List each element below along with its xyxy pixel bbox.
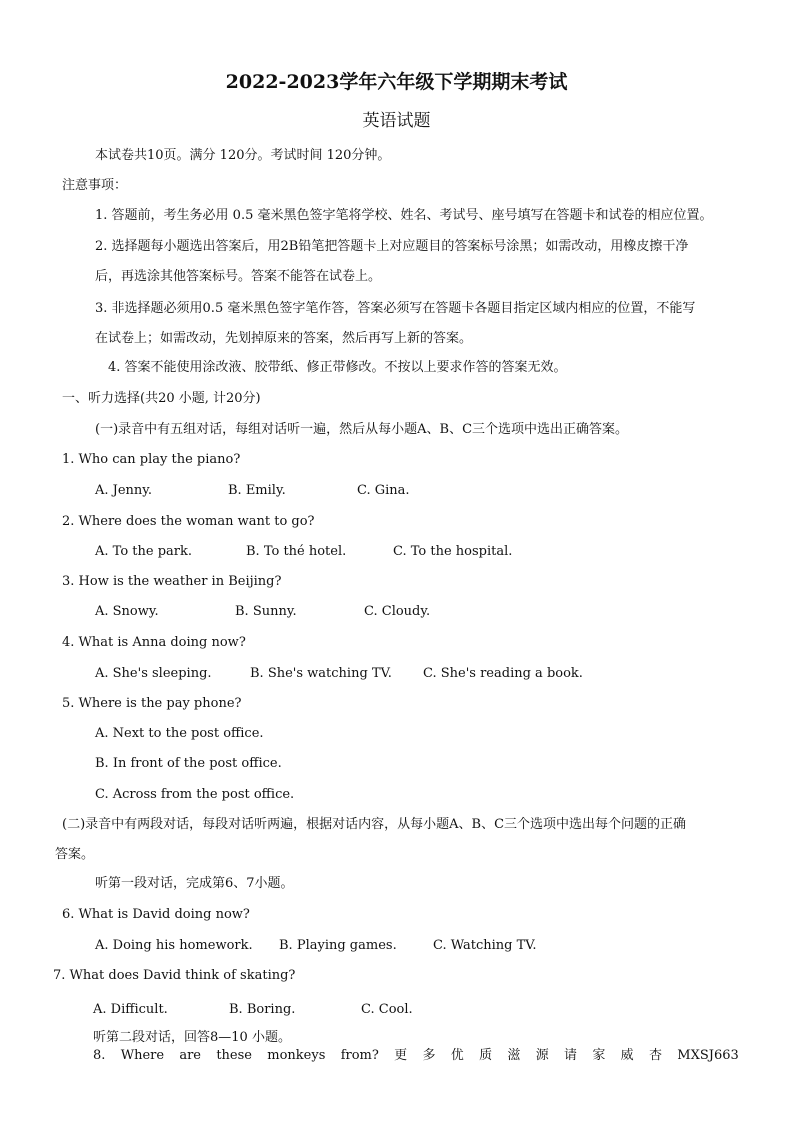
q1-option-c: C. Gina.: [357, 483, 410, 498]
q8-word: 请: [564, 1048, 578, 1063]
exam-subtitle: 英语试题: [362, 111, 431, 131]
q2-option-b: B. To thé hotel.: [246, 544, 347, 559]
q2-option-a: A. To the park.: [95, 544, 192, 559]
q8-word: Where: [120, 1048, 165, 1063]
question-3: 3. How is the weather in Beijing?: [62, 574, 282, 589]
q7-option-b: B. Boring.: [229, 1002, 296, 1017]
q6-option-a: A. Doing his homework.: [95, 938, 253, 953]
part2-instructions: (二)录音中有两段对话，每段对话听两遍，根据对话内容，从每小题A、B、C三个选项中选出每个问题的正确: [62, 817, 687, 832]
question-8-line: [93, 1048, 739, 1064]
q4-option-c: C. She's reading a book.: [423, 666, 583, 681]
question-4: 4. What is Anna doing now?: [62, 635, 246, 650]
notes-heading: 注意事项：: [62, 178, 128, 193]
note-1: 1. 答题前，考生务必用 0.5 毫米黑色签字笔将学校、姓名、考试号、座号填写在答题卡和试卷的相应位置。: [95, 208, 713, 223]
q8-word: 源: [535, 1048, 549, 1063]
note-2: 2. 选择题每小题选出答案后，用2B铅笔把答题卡上对应题目的答案标号涂黑；如需改动，用橡皮擦干净: [95, 239, 689, 254]
exam-title: 2022-2023学年六年级下学期期末考试: [225, 71, 568, 93]
q7-option-c: C. Cool.: [361, 1002, 413, 1017]
q8-word: from?: [340, 1048, 379, 1063]
q5-option-c: C. Across from the post office.: [95, 787, 295, 802]
q4-option-b: B. She's watching TV.: [250, 666, 392, 681]
q8-word: 更: [394, 1048, 408, 1063]
q8-word: 多: [422, 1048, 436, 1063]
q8-word: 威: [620, 1048, 634, 1063]
q8-word: are: [179, 1048, 202, 1063]
question-7: 7. What does David think of skating?: [53, 968, 296, 983]
q3-option-c: C. Cloudy.: [364, 604, 431, 619]
question-2: 2. Where does the woman want to go?: [62, 514, 315, 529]
q1-option-a: A. Jenny.: [95, 483, 153, 498]
q5-option-a: A. Next to the post office.: [95, 726, 264, 741]
question-6: 6. What is David doing now?: [62, 907, 250, 922]
section1-heading: 一、听力选择(共20 小题, 计20分): [62, 391, 261, 406]
q3-option-a: A. Snowy.: [95, 604, 159, 619]
q1-option-b: B. Emily.: [228, 483, 286, 498]
q8-word: 8.: [93, 1048, 106, 1063]
q8-word: 滋: [507, 1048, 521, 1063]
q8-word: 杏: [648, 1048, 662, 1063]
q6-option-c: C. Watching TV.: [433, 938, 537, 953]
q8-word: 家: [592, 1048, 606, 1063]
q3-option-b: B. Sunny.: [235, 604, 297, 619]
note-2-cont: 后，再选涂其他答案标号。答案不能答在试卷上。: [95, 269, 382, 284]
exam-intro: 本试卷共10页。满分 120分。考试时间 120分钟。: [95, 148, 391, 163]
note-3-cont: 在试卷上；如需改动，先划掉原来的答案，然后再写上新的答案。: [95, 331, 473, 346]
q6-option-b: B. Playing games.: [279, 938, 397, 953]
dialog1-instructions: 听第一段对话，完成第6、7小题。: [95, 876, 294, 891]
note-4: 4. 答案不能使用涂改液、胶带纸、修正带修改。不按以上要求作答的答案无效。: [108, 360, 567, 375]
q8-word: monkeys: [267, 1048, 326, 1063]
part2-instructions-cont: 答案。: [55, 847, 95, 862]
dialog2-instructions: 听第二段对话，回答8—10 小题。: [93, 1030, 291, 1045]
q2-option-c: C. To the hospital.: [393, 544, 513, 559]
q8-word: 优: [450, 1048, 464, 1063]
question-5: 5. Where is the pay phone?: [62, 696, 242, 711]
q5-option-b: B. In front of the post office.: [95, 756, 282, 771]
q8-word: these: [216, 1048, 252, 1063]
q4-option-a: A. She's sleeping.: [95, 666, 212, 681]
note-3: 3. 非选择题必须用0.5 毫米黑色签字笔作答，答案必须写在答题卡各题目指定区域内相应的位置，不能写: [95, 301, 696, 316]
question-1: 1. Who can play the piano?: [62, 452, 241, 467]
q8-word: MXSJ663: [677, 1048, 739, 1063]
q8-word: 质: [479, 1048, 493, 1063]
part1-instructions: (一)录音中有五组对话，每组对话听一遍，然后从每小题A、B、C三个选项中选出正确答案。: [95, 422, 629, 437]
q7-option-a: A. Difficult.: [93, 1002, 168, 1017]
